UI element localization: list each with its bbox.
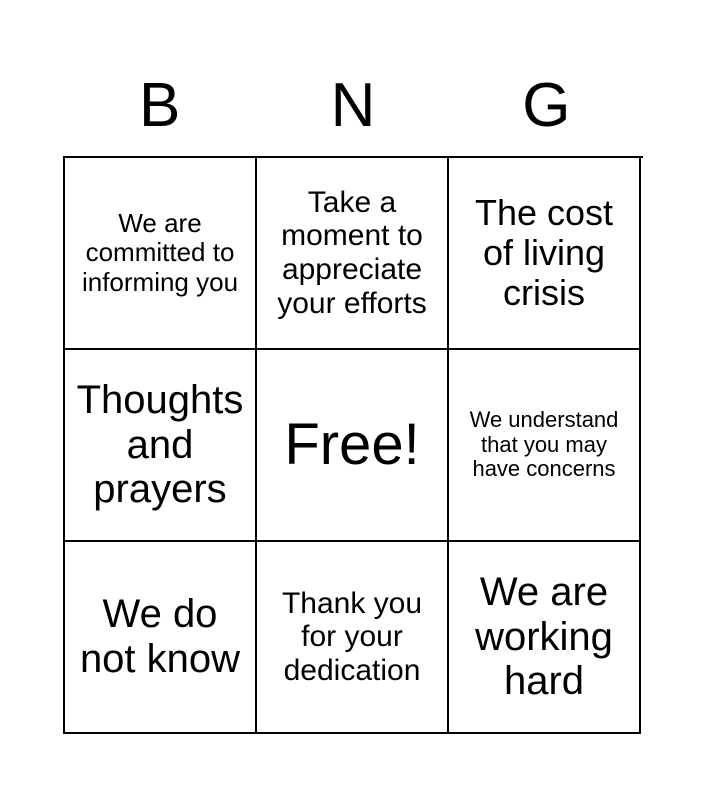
bingo-cell-text: Take a moment to appreciate your efforts: [277, 185, 427, 320]
bingo-grid: [63, 156, 643, 734]
bingo-cell[interactable]: [257, 542, 449, 734]
bingo-cell-free[interactable]: [257, 350, 449, 542]
bingo-cell[interactable]: [65, 350, 257, 542]
bingo-header-letter-g: G: [522, 71, 571, 140]
bingo-cell[interactable]: [65, 542, 257, 734]
bingo-row: [65, 350, 643, 542]
bingo-row: [65, 542, 643, 734]
bingo-header-letter-b: B: [138, 71, 181, 140]
bingo-cell[interactable]: [257, 158, 449, 350]
bingo-cell[interactable]: [449, 158, 641, 350]
bingo-card: [63, 56, 643, 734]
bingo-header-letter-n: N: [330, 71, 376, 140]
bingo-cell-text: Thank you for your dedication: [281, 586, 423, 687]
bingo-cell-text: We do not know: [79, 592, 241, 681]
bingo-cell[interactable]: [449, 542, 641, 734]
bingo-cell-text: We are working hard: [475, 569, 613, 704]
bingo-cell-text: Thoughts and prayers: [76, 377, 244, 512]
bingo-cell-text: We are committed to informing you: [81, 208, 239, 297]
bingo-cell[interactable]: [65, 158, 257, 350]
bingo-cell-text: The cost of living crisis: [474, 191, 614, 314]
bingo-cell[interactable]: [449, 350, 641, 542]
bingo-header-row: [63, 56, 643, 156]
bingo-cell-text: We understand that you may have concerns: [469, 407, 619, 482]
bingo-cell-text: Free!: [284, 411, 420, 477]
bingo-row: [65, 158, 643, 350]
